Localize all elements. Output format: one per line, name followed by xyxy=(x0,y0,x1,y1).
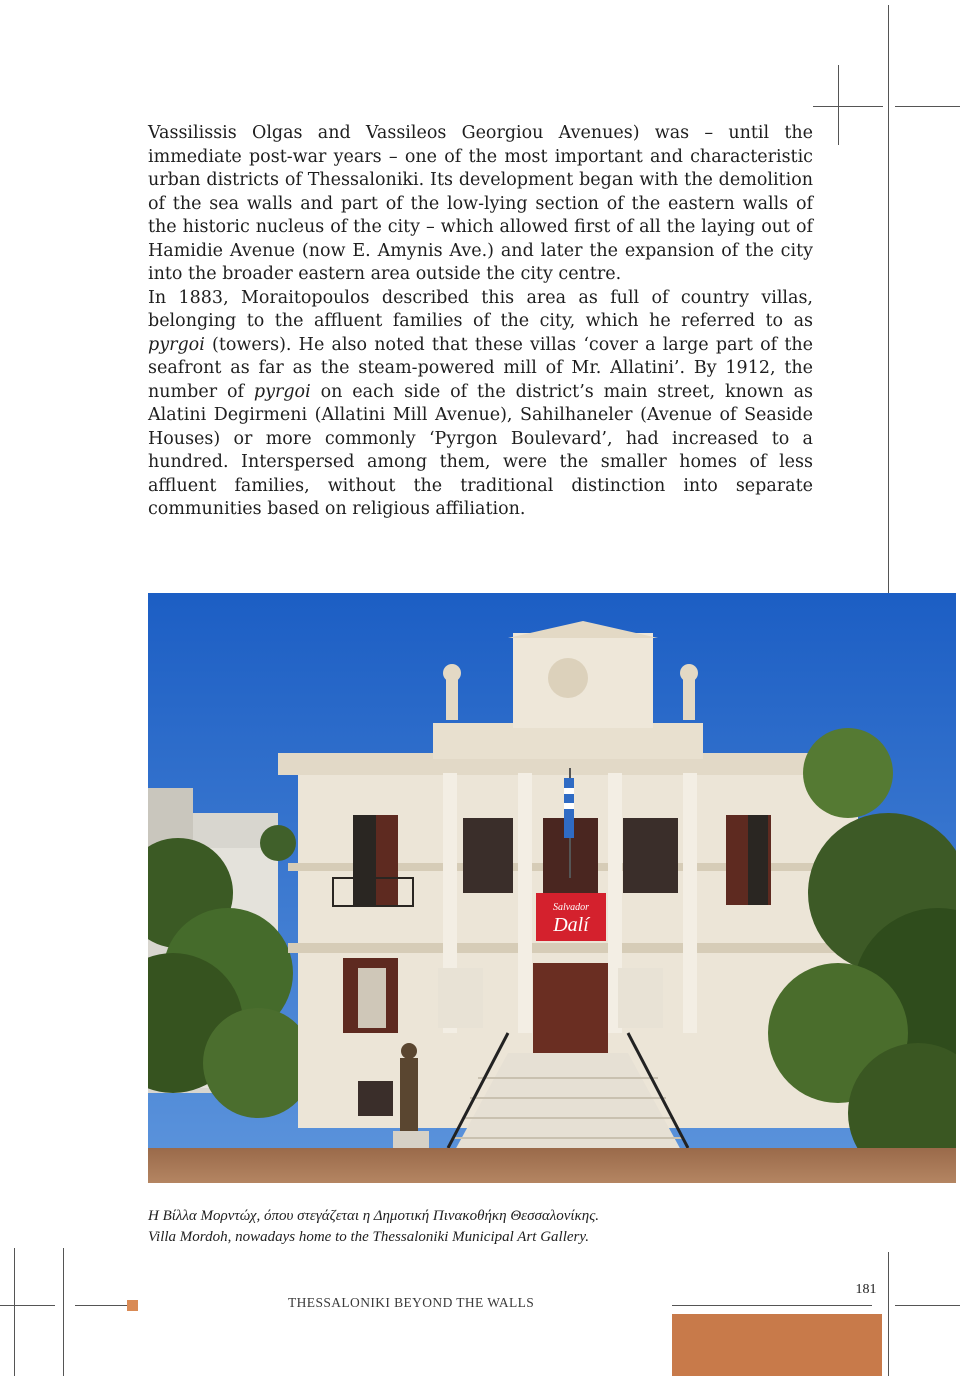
banner-text-2: Dalí xyxy=(553,914,589,936)
crop-mark xyxy=(14,1248,15,1376)
caption-greek: Η Βίλλα Μορντώχ, όπου στεγάζεται η Δημοτική Πινακοθήκη Θεσσαλονίκης. xyxy=(148,1208,600,1224)
crop-mark xyxy=(895,1305,960,1306)
crop-mark xyxy=(75,1305,135,1306)
term-pyrgoi: pyrgoi xyxy=(253,381,311,402)
statue xyxy=(400,1058,418,1133)
paragraph-1: Vassilissis Olgas and Vassileos Georgiou Avenues) was – until the immediate post-war years – one of the most important and characteristic urban districts of Thessaloniki. Its development began with the demolition of the sea walls and part of the low-lying section of the eastern walls of the historic nucleus of the city – which allowed first of all the laying out of Hamidie Avenue (now E. Amynis Ave.) and later the expansion of the city into the broader eastern area outside the city centre. xyxy=(148,123,813,284)
footer-color-block xyxy=(672,1314,882,1376)
photo-caption xyxy=(148,1206,848,1248)
crop-mark xyxy=(672,1305,872,1306)
paragraph-2 xyxy=(148,287,813,522)
crop-mark xyxy=(813,106,883,107)
term-pyrgoi: pyrgoi xyxy=(148,334,205,355)
footer-marker xyxy=(127,1300,138,1311)
paragraph-2-part: In 1883, Moraitopoulos described this area as full of country villas, belonging to the affluent families of the city, which he referred to as xyxy=(148,287,813,331)
crop-mark xyxy=(838,65,839,145)
paragraph-2-part: on each side of the district’s main street, known as Alatini Degirmeni (Allatini Mill Avenue), Sahilhaneler (Avenue of Seaside Houses) or more commonly ‘Pyrgon Boulevard’, had increased to a hundred. Interspersed among them, were the smaller homes of less affluent families, without the traditional distinction into separate communities based on religious affiliation. xyxy=(148,381,813,519)
crop-mark xyxy=(0,1305,55,1306)
body-text xyxy=(148,122,813,522)
crop-mark xyxy=(895,106,960,107)
villa-photo xyxy=(148,593,956,1183)
banner-text-1: Salvador xyxy=(552,902,590,913)
crop-mark xyxy=(63,1248,64,1376)
paragraph-2-part: (towers). He also noted that these villas ‘cover a large part of the seafront as far as the steam-powered mill of Mr. Allatini’. By 1912, the number of xyxy=(148,334,813,402)
courtyard xyxy=(148,1148,956,1183)
caption-english: Villa Mordoh, nowadays home to the Thessaloniki Municipal Art Gallery. xyxy=(148,1229,589,1245)
crop-mark xyxy=(888,5,889,620)
crop-mark xyxy=(888,1252,889,1376)
running-title: THESSALONIKI BEYOND THE WALLS xyxy=(288,1295,535,1310)
page-number: 181 xyxy=(855,1282,877,1297)
